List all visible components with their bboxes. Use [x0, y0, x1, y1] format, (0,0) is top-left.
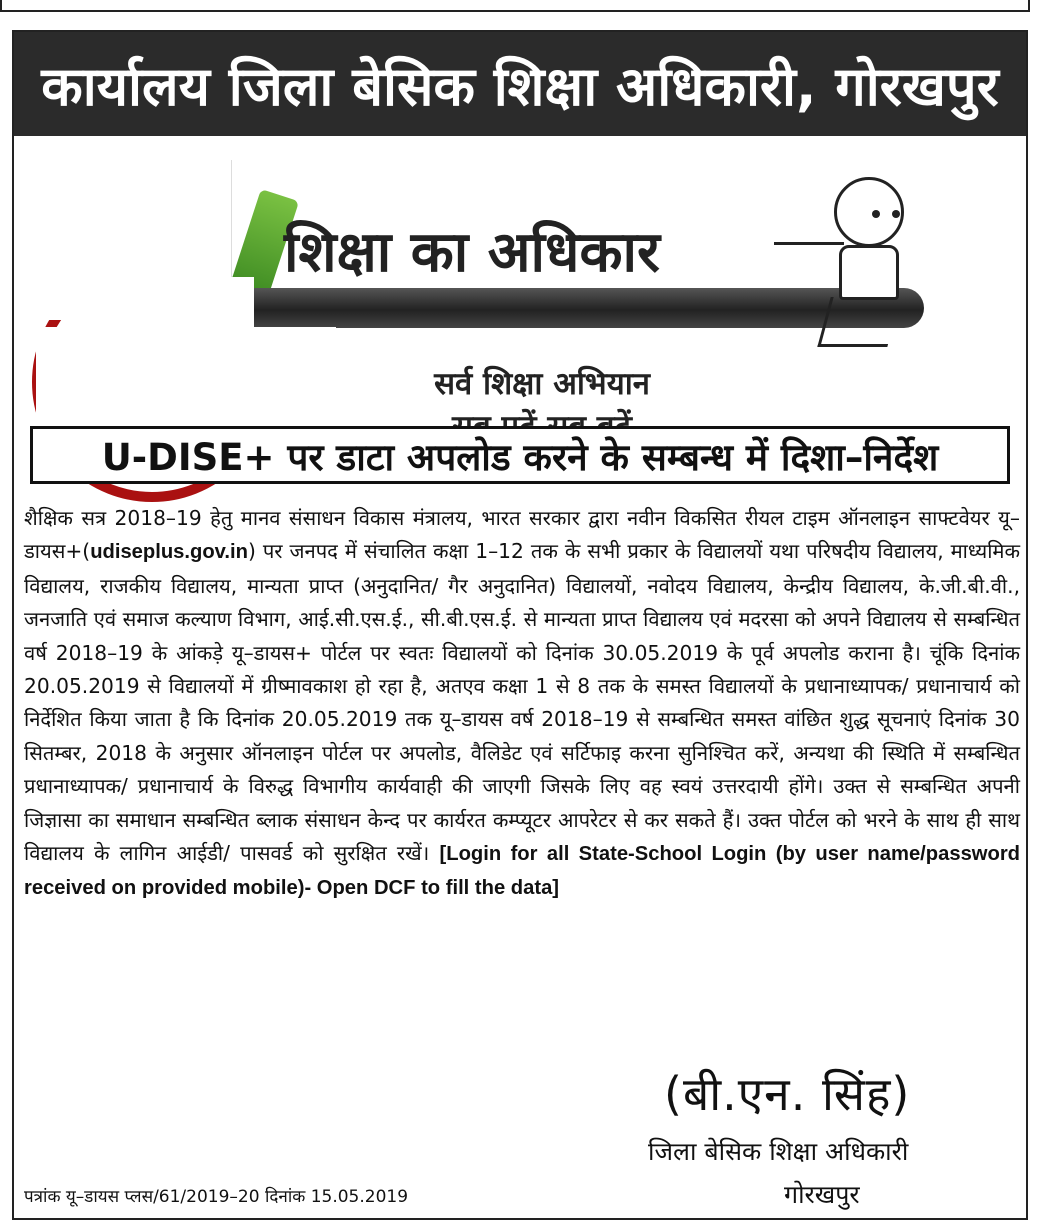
signatory-name: (बी.एन. सिंह) [664, 1067, 911, 1121]
rte-banner [14, 142, 1026, 432]
body-text-part2: ) पर जनपद में संचालित कक्षा 1–12 तक के सभी प्रकार के विद्यालयों यथा परिषदीय विद्यालय, माध्यमिक विद्यालय, राजकीय विद्यालय, मान्यता प्राप्त (अनुदानित/ गैर अनुदानित) विद्यालयों, नवोदय विद्यालय, केन्द्रीय विद्यालय, के.जी.बी.वी., जनजाति एवं समाज कल्याण विभाग, आई.सी.एस.ई., सी.बी.एस.ई. से मान्यता प्राप्त विद्यालय एवं मदरसा को अपने विद्यालय से सम्बन्धित वर्ष 2018–19 के आंकड़े यू–डायस+ पोर्टल पर स्वतः विद्यालयों को दिनांक 30.05.2019 के पूर्व अपलोड कराना है। चूंकि दिनांक 20.05.2019 से विद्यालयों में ग्रीष्मावकाश हो रहा है, अतएव कक्षा 1 से 8 तक के समस्त विद्यालयों के प्रधानाध्यापक/ प्रधानाचार्य को निर्देशित किया जाता है कि दिनांक 20.05.2019 तक यू–डायस वर्ष 2018–19 से सम्बन्धित समस्त वांछित शुद्ध सूचनाएं दिनांक 30 सितम्बर, 2018 के अनुसार ऑनलाइन पोर्टल पर अपलोड, वैलिडेट एवं सर्टिफाइ करना सुनिश्चित करें, अन्यथा की स्थिति में सम्बन्धित प्रधानाध्यापक/ प्रधानाचार्य के विरुद्ध विभागीय कार्यवाही की जाएगी जिसके लिए वह स्वयं उत्तरदायी होंगे। उक्त से सम्बन्धित अपनी जिज्ञासा का समाधान सम्बन्धित ब्लाक संसाधन केन्द पर कार्यरत कम्प्यूटर आपरेटर से कर सकते हैं। उक्त पोर्टल को भरने के साथ ही साथ विद्यालय के लागिन आईडी/ पासवर्ड को सुरक्षित रखें। [24, 539, 1020, 866]
boy-eye [892, 210, 900, 218]
boy-illustration-icon [814, 177, 934, 347]
notice-subject [30, 426, 1010, 484]
signatory-place: गोरखपुर [784, 1180, 860, 1209]
body-text-part1: शैक्षिक सत्र 2018–19 हेतु मानव संसाधन विकास मंत्रालय, भारत सरकार द्वारा नवीन विकसित रीयल टाइम ऑनलाइन साफ्टवेयर यू–डायस+( [24, 506, 1020, 564]
logo-mask-lower [36, 327, 336, 427]
boy-eye [872, 210, 880, 218]
pencil-icon [184, 288, 924, 328]
letter-reference: पत्रांक यू–डायस प्लस/61/2019–20 दिनांक 15.05.2019 [24, 1187, 409, 1207]
signatory-designation: जिला बेसिक शिक्षा अधिकारी [648, 1137, 909, 1166]
website-link: udiseplus.gov.in [90, 541, 248, 564]
notice-body [24, 502, 1020, 906]
campaign-name: सर्व शिक्षा अभियान [434, 366, 650, 402]
top-border-box [0, 0, 1030, 12]
newspaper-notice [12, 30, 1028, 1220]
boy-legs [817, 297, 900, 347]
login-note: [Login for all State-School Login (by user name/password received on provided mobile)- Open DCF to fill the data] [24, 843, 1021, 900]
office-header [14, 32, 1026, 136]
office-title: कार्यालय जिला बेसिक शिक्षा अधिकारी, गोरखपुर [41, 55, 999, 118]
boy-body [839, 245, 899, 300]
banner-title: शिक्षा का अधिकार [284, 220, 660, 285]
boy-head [834, 177, 904, 247]
subject-text: U-DISE+ पर डाटा अपलोड करने के सम्बन्ध में दिशा–निर्देश [101, 435, 939, 479]
